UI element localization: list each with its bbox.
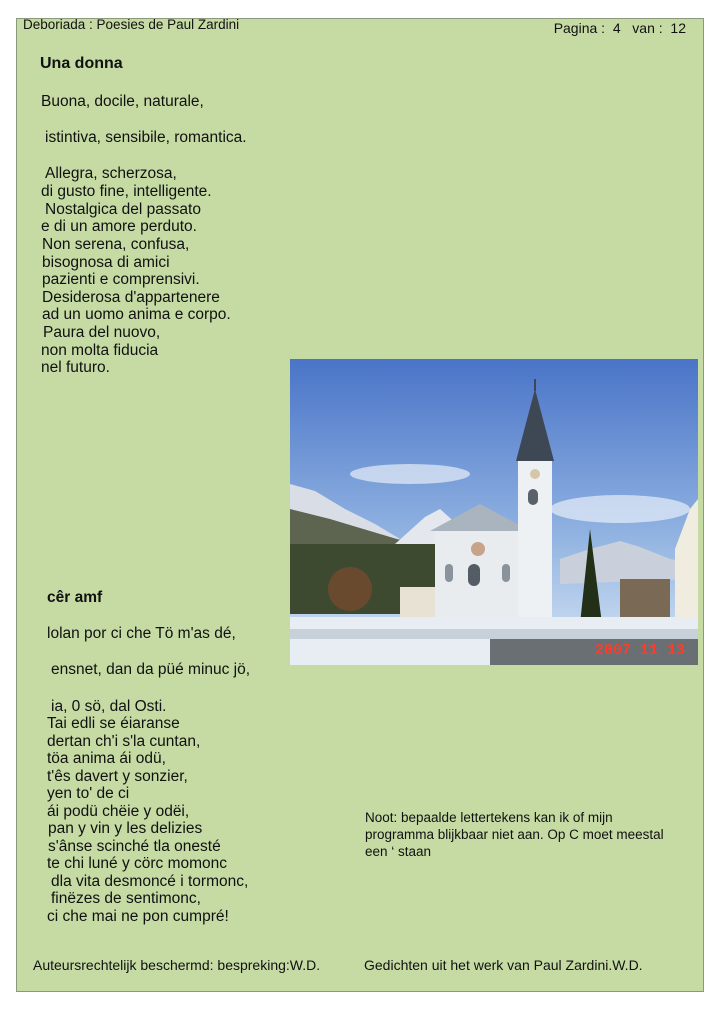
poem2-line: ci che mai ne pon cumpré!: [47, 908, 229, 925]
poem1-line: non molta fiducia: [41, 342, 159, 359]
poem2-line: dertan ch'i s'la cuntan,: [47, 733, 201, 750]
poem1-line: pazienti e comprensivi.: [42, 271, 200, 288]
poem1-line: di gusto fine, intelligente.: [41, 183, 212, 200]
header-page-number: Pagina : 4 van : 12: [553, 20, 686, 36]
poem1-line: istintiva, sensibile, romantica.: [45, 129, 247, 146]
poem2-line: ensnet, dan da püé minuc jö,: [51, 661, 251, 678]
poem1-line: Buona, docile, naturale,: [41, 93, 204, 110]
footer-left: Auteursrechtelijk beschermd: bespreking:W.D.: [33, 957, 321, 973]
poem1-line: ad un uomo anima e corpo.: [42, 306, 231, 323]
page-panel: [16, 18, 704, 992]
photo-date-stamp: 2007 11 13: [595, 642, 686, 659]
poem2-line: te chi luné y cörc momonc: [47, 855, 228, 872]
poem2-line: Tai edli se éiaranse: [47, 715, 180, 732]
poem2-line: pan y vin y les delizies: [48, 820, 203, 837]
poem1-title: Una donna: [40, 55, 123, 72]
poem2-line: s'ânse scinché tla onesté: [48, 838, 221, 855]
poem2-line: yen to' de ci: [47, 785, 130, 802]
poem2-line: finëzes de sentimonc,: [51, 890, 201, 907]
poem1-line: Non serena, confusa,: [42, 236, 190, 253]
poem2-line: dla vita desmoncé i tormonc,: [51, 873, 249, 890]
poem1-line: nel futuro.: [41, 359, 110, 376]
poem1-line: Paura del nuovo,: [43, 324, 161, 341]
poem1-line: bisognosa di amici: [42, 254, 170, 271]
header-left: Deboriada : Poesies de Paul Zardini: [23, 17, 240, 32]
poem2-title: cêr amf: [47, 589, 103, 606]
footer-right: Gedichten uit het werk van Paul Zardini.W.D.: [364, 957, 643, 973]
poem1-line: Allegra, scherzosa,: [45, 165, 177, 182]
poem1-line: e di un amore perduto.: [41, 218, 197, 235]
poem2-line: ia, 0 sö, dal Osti.: [51, 698, 167, 715]
poem2-line: t'ês davert y sonzier,: [47, 768, 188, 785]
poem1-line: Desiderosa d'appartenere: [42, 289, 220, 306]
poem2-line: lolan por ci che Tö m'as dé,: [47, 625, 236, 642]
poem1-line: Nostalgica del passato: [45, 201, 201, 218]
church-photo: [290, 359, 698, 665]
poem2-line: ái podü chëie y odëi,: [47, 803, 190, 820]
poem2-line: töa anima ái odü,: [47, 750, 166, 767]
note-text: Noot: bepaalde lettertekens kan ik of mijn programma blijkbaar niet aan. Op C moet meestal een ‘ staan: [365, 810, 664, 859]
